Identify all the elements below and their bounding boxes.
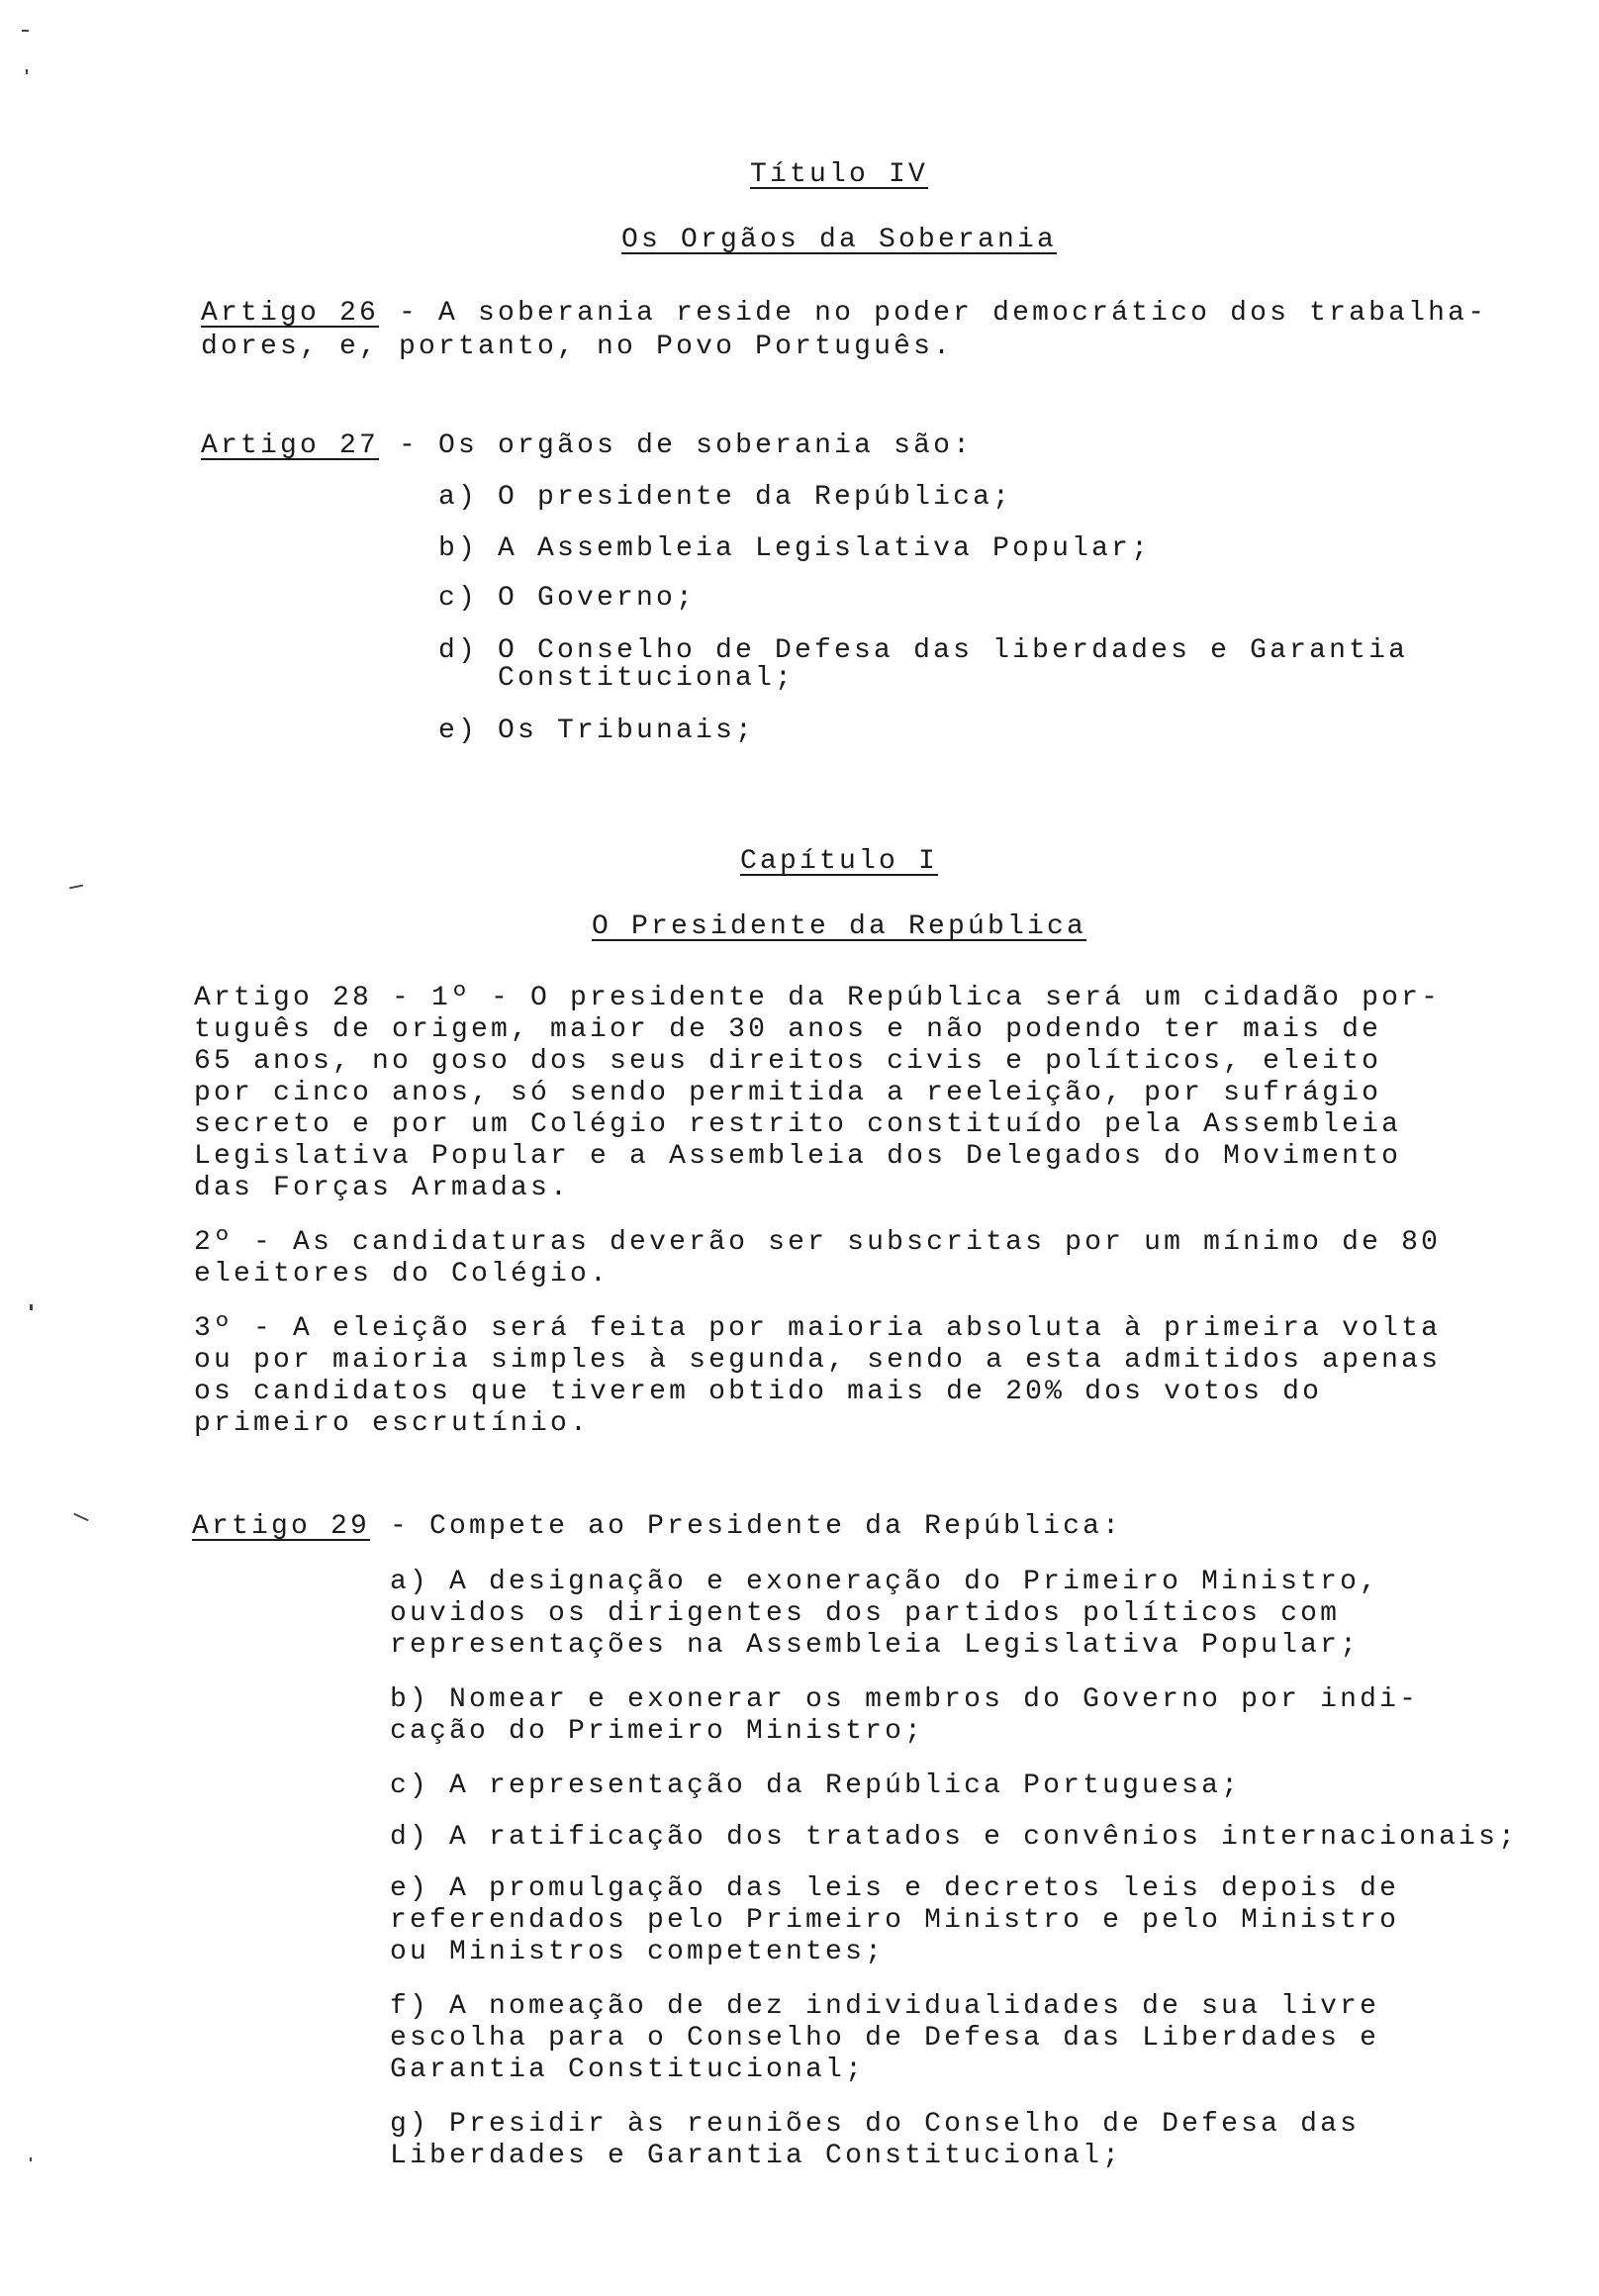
art28-line: por cinco anos, só sendo permitida a reeleição, por sufrágio — [194, 1078, 1382, 1108]
scan-speck — [30, 2157, 32, 2161]
title-subheading — [0, 196, 1599, 285]
art28-line: Legislativa Popular e a Assembleia dos Delegados do Movimento — [194, 1141, 1402, 1172]
chapter-subheading-text: O Presidente da República — [591, 911, 1087, 942]
art28-paragraph-3: primeiro escrutínio. — [194, 1408, 591, 1439]
art26-sep: - — [379, 298, 439, 329]
art29-intro: Compete ao Presidente da República: — [429, 1511, 1123, 1542]
art29-item-a: a) A designação e exoneração do Primeiro Ministro, — [390, 1567, 1380, 1597]
art27-intro: Os orgãos de soberania são: — [438, 430, 974, 461]
art28-line: tuguês de origem, maior de 30 anos e não podendo ter mais de — [194, 1014, 1382, 1045]
art27-item-d-cont: Constitucional; — [498, 663, 796, 694]
art29-line-intro — [192, 1512, 1122, 1542]
art29-item-e: ou Ministros competentes; — [390, 1937, 886, 1967]
art29-sep: - — [370, 1511, 430, 1542]
art28-line: das Forças Armadas. — [194, 1173, 571, 1203]
art27-item-b: b) A Assembleia Legislativa Popular; — [438, 533, 1152, 564]
art27-label: Artigo 27 — [201, 430, 380, 461]
art27-line-intro — [201, 431, 973, 461]
art28-paragraph-3: ou por maioria simples à segunda, sendo a esta admitidos apenas — [194, 1345, 1442, 1376]
art29-item-e: referendados pelo Primeiro Ministro e pelo Ministro — [390, 1905, 1400, 1936]
art28-paragraph-3: os candidatos que tiverem obtido mais de 20% dos votos do — [194, 1377, 1323, 1407]
scan-speck — [73, 1513, 88, 1522]
art29-item-c: c) A representação da República Portuguesa; — [390, 1770, 1242, 1801]
art27-sep: - — [379, 430, 439, 461]
scan-speck — [26, 69, 28, 74]
art29-item-g: g) Presidir às reuniões do Conselho de Defesa das — [390, 2109, 1361, 2140]
art26-line-1 — [201, 299, 1487, 329]
art28-line: 65 anos, no goso dos seus direitos civis e políticos, eleito — [194, 1046, 1382, 1077]
chapter-heading-text: Capítulo I — [739, 846, 939, 877]
art27-item-d: d) O Conselho de Defesa das liberdades e Garantia — [438, 635, 1409, 666]
art29-item-b: cação do Primeiro Ministro; — [390, 1716, 925, 1747]
art27-item-c: c) O Governo; — [438, 583, 697, 614]
art29-item-f: f) A nomeação de dez individualidades de sua livre — [390, 1991, 1380, 2022]
title-heading-text: Título IV — [749, 159, 929, 190]
art28-line: secreto e por um Colégio restrito constituído pela Assembleia — [194, 1109, 1402, 1140]
art26-label: Artigo 26 — [201, 298, 380, 329]
art29-item-e: e) A promulgação das leis e decretos leis depois de — [390, 1873, 1400, 1904]
art29-item-b: b) Nomear e exonerar os membros do Governo por indi- — [390, 1684, 1420, 1715]
art28-paragraph-2: eleitores do Colégio. — [194, 1259, 611, 1290]
art29-item-f: escolha para o Conselho de Defesa das Liberdades e — [390, 2023, 1380, 2054]
art29-item-a: ouvidos os dirigentes dos partidos políticos com — [390, 1598, 1341, 1629]
art26-text-1: A soberania reside no poder democrático dos trabalha- — [438, 298, 1488, 329]
title-subheading-text: Os Orgãos da Soberania — [620, 225, 1058, 255]
art28-line: Artigo 28 - 1º - O presidente da República será um cidadão por- — [194, 983, 1442, 1013]
art29-item-f: Garantia Constitucional; — [390, 2055, 866, 2085]
art29-item-d: d) A ratificação dos tratados e convênios internacionais; — [390, 1822, 1519, 1853]
art29-item-g: Liberdades e Garantia Constitucional; — [390, 2141, 1123, 2171]
art27-item-a: a) O presidente da República; — [438, 482, 1013, 513]
chapter-subheading — [0, 883, 1599, 972]
art28-paragraph-2: 2º - As candidaturas deverão ser subscritas por um mínimo de 80 — [194, 1227, 1442, 1258]
art27-item-e: e) Os Tribunais; — [438, 716, 756, 746]
art29-item-a: representações na Assembleia Legislativa Popular; — [390, 1630, 1361, 1661]
scan-speck — [22, 30, 29, 32]
art28-paragraph-3: 3º - A eleição será feita por maioria absoluta à primeira volta — [194, 1313, 1442, 1344]
scan-speck — [30, 1304, 33, 1310]
art26-line-2: dores, e, portanto, no Povo Português. — [201, 332, 954, 362]
art29-label: Artigo 29 — [192, 1511, 371, 1542]
